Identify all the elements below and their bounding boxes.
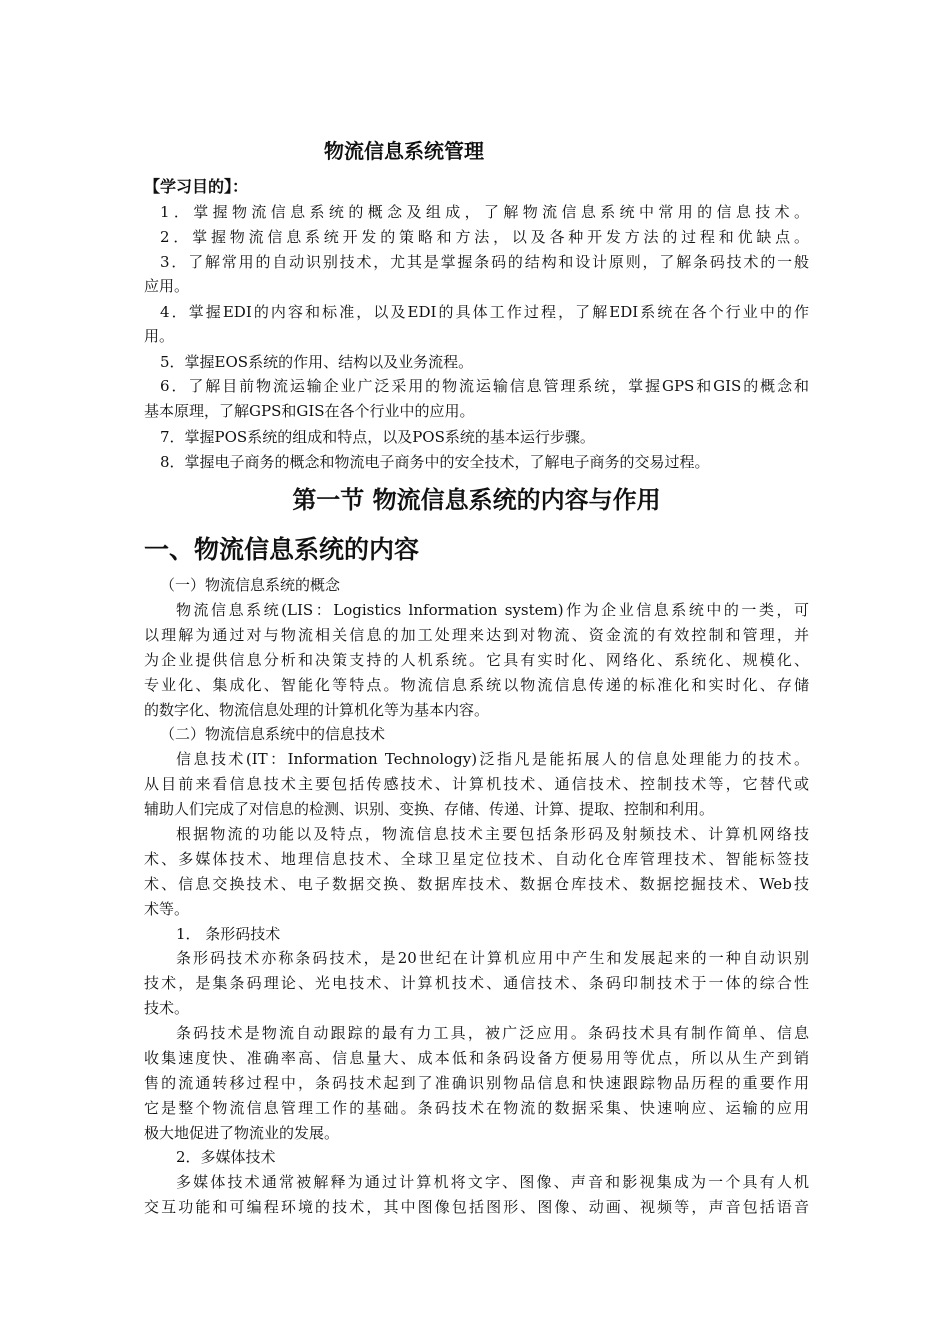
paragraph-line: 极大地促进了物流业的发展。 [144,1124,340,1142]
paragraph-line: 辅助人们完成了对信息的检测、识别、变换、存储、传递、计算、提取、控制和利用。 [144,800,715,818]
paragraph-line: 为企业提供信息分析和决策支持的人机系统。它具有实时化、网络化、系统化、规模化、 [144,651,809,669]
paragraph-line: 收集速度快、准确率高、信息量大、成本低和条码设备方便易用等优点，所以从生产到销 [144,1049,809,1067]
paragraph-line: 根据物流的功能以及特点，物流信息技术主要包括条形码及射频技术、计算机网络技 [176,825,809,843]
paragraph-line: 术等。 [144,900,190,918]
objective-item-cont: 用。 [144,327,175,345]
objective-item: 1．掌握物流信息系统的概念及组成，了解物流信息系统中常用的信息技术。 [160,203,809,221]
objective-item-cont: 应用。 [144,277,190,295]
paragraph-line: 技术，是集条码理论、光电技术、计算机技术、通信技术、条码印制技术于一体的综合性 [144,974,809,992]
paragraph-line: 物流信息系统(LIS：Logistics lnformation system)作为企业信息系统中的一类，可 [176,601,809,619]
objective-item: 3．了解常用的自动识别技术，尤其是掌握条码的结构和设计原则，了解条码技术的一般 [160,253,809,271]
paragraph-line: 多媒体技术通常被解释为通过计算机将文字、图像、声音和影视集成为一个具有人机 [176,1173,809,1191]
objective-item: 6．了解目前物流运输企业广泛采用的物流运输信息管理系统，掌握GPS和GIS的概念和 [160,377,809,395]
objective-item: 5．掌握EOS系统的作用、结构以及业务流程。 [160,353,474,371]
objective-item: 2．掌握物流信息系统开发的策略和方法，以及各种开发方法的过程和优缺点。 [160,228,809,246]
section-heading: 第一节 物流信息系统的内容与作用 [292,486,661,514]
objective-item: 7．掌握POS系统的组成和特点，以及POS系统的基本运行步骤。 [160,428,595,446]
paragraph-line: 它是整个物流信息管理工作的基础。条码技术在物流的数据采集、快速响应、运输的应用 [144,1099,809,1117]
subsection-heading: 一、物流信息系统的内容 [144,535,420,564]
paragraph-heading: （一）物流信息系统的概念 [160,576,341,594]
paragraph-line: 从目前来看信息技术主要包括传感技术、计算机技术、通信技术、控制技术等，它替代或 [144,775,809,793]
objective-item: 4．掌握EDI的内容和标准，以及EDI的具体工作过程，了解EDI系统在各个行业中的作 [160,303,809,321]
paragraph-line: 条码技术是物流自动跟踪的最有力工具，被广泛应用。条码技术具有制作简单、信息 [176,1024,809,1042]
objectives-label: 【学习目的】： [144,177,249,196]
paragraph-line: 专业化、集成化、智能化等特点。物流信息系统以物流信息传递的标准化和实时化、存储 [144,676,809,694]
paragraph-line: 术、信息交换技术、电子数据交换、数据库技术、数据仓库技术、数据挖掘技术、Web技 [144,875,809,893]
objective-item-cont: 基本原理，了解GPS和GIS在各个行业中的应用。 [144,402,475,420]
page-title: 物流信息系统管理 [324,139,484,163]
paragraph-line: 技术。 [144,999,190,1017]
paragraph-line: 条形码技术亦称条码技术，是20世纪在计算机应用中产生和发展起来的一种自动识别 [176,949,809,967]
paragraph-heading: 2．多媒体技术 [176,1148,276,1166]
objective-item: 8．掌握电子商务的概念和物流电子商务中的安全技术，了解电子商务的交易过程。 [160,453,710,471]
paragraph-line: 交互功能和可编程环境的技术，其中图像包括图形、图像、动画、视频等，声音包括语音 [144,1198,809,1216]
paragraph-heading: （二）物流信息系统中的信息技术 [160,725,386,743]
paragraph-heading: 1． 条形码技术 [176,925,281,943]
paragraph-line: 以理解为通过对与物流相关信息的加工处理来达到对物流、资金流的有效控制和管理，并 [144,626,809,644]
paragraph-line: 的数字化、物流信息处理的计算机化等为基本内容。 [144,701,490,719]
paragraph-line: 术、多媒体技术、地理信息技术、全球卫星定位技术、自动化仓库管理技术、智能标签技 [144,850,809,868]
paragraph-line: 售的流通转移过程中，条码技术起到了准确识别物品信息和快速跟踪物品历程的重要作用 [144,1074,809,1092]
paragraph-line: 信息技术(IT：Information Technology)泛指凡是能拓展人的信息处理能力的技术。 [176,750,809,768]
